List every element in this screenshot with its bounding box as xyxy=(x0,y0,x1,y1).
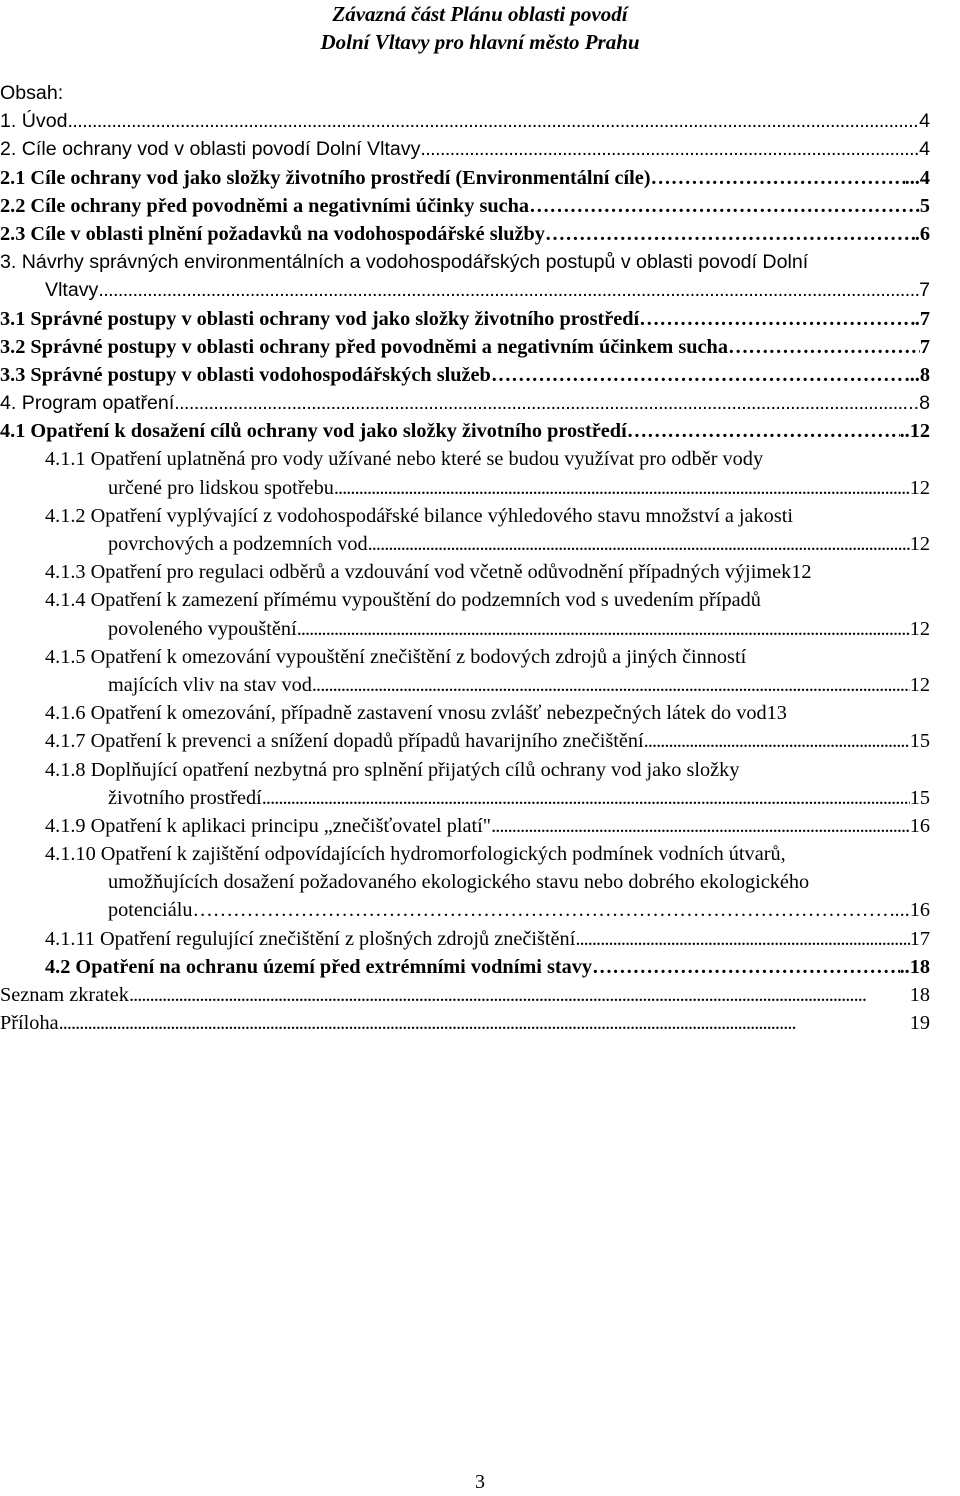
toc-item-3-text: 3. Návrhy správných environmentálních a vodohospodářských postupů v oblasti povodí Dolní xyxy=(0,251,809,274)
toc-item-4-2[interactable]: 4.2 Opatření na ochranu území před extrémními vodními stavy …………………………………………………………………………………………………………………… ..18 xyxy=(0,953,930,981)
toc-item-3-2[interactable]: 3.2 Správné postupy v oblasti ochrany před povodněmi a negativním účinkem sucha …………………………………………………………………………………………………………………… 7 xyxy=(0,333,930,361)
toc-item-4[interactable]: 4. Program opatření . . . ..8 xyxy=(0,389,930,417)
toc-item-4-1-8[interactable]: 4.1.8 Doplňující opatření nezbytná pro splnění přijatých cílů ochrany vod jako složky xyxy=(45,758,740,781)
toc-item-4-1-2-continuation[interactable]: povrchových a podzemních vod . . . 12 xyxy=(0,530,930,558)
toc-item-4-1-4[interactable]: 4.1.4 Opatření k zamezení přímému vypouštění do podzemních vod s uvedením případů xyxy=(45,589,761,612)
toc-heading: Obsah: xyxy=(0,82,64,104)
toc-item-4-1-10-continuation-2[interactable]: potenciálu …………………………………………………………………………………………………………………… ...16 xyxy=(0,896,930,924)
toc-item-4-1-6[interactable]: 4.1.6 Opatření k omezování, případně zastavení vnosu zvlášť nebezpečných látek do vod 13 xyxy=(45,702,787,725)
toc-item-2[interactable]: 2. Cíle ochrany vod v oblasti povodí Dolní Vltavy . . . 4 xyxy=(0,135,930,163)
toc-item-4-1-1-continuation[interactable]: určené pro lidskou spotřebu . . . 12 xyxy=(0,474,930,502)
toc-item-2-2[interactable]: 2.2 Cíle ochrany před povodněmi a negativními účinky sucha …………………………………………………………………………………………………………………… 5 xyxy=(0,192,930,220)
toc-item-seznam-zkratek[interactable]: Seznam zkratek . . . 18 xyxy=(0,981,930,1009)
toc-item-4-1[interactable]: 4.1 Opatření k dosažení cílů ochrany vod jako složky životního prostředí …………………………………………………………………………………………………………………… ..12 xyxy=(0,417,930,445)
page-number: 3 xyxy=(475,1471,485,1493)
toc-item-4-1-3[interactable]: 4.1.3 Opatření pro regulaci odběrů a vzdouvání vod včetně odůvodnění případných výjimek 12 xyxy=(45,561,812,584)
toc-item-3-1[interactable]: 3.1 Správné postupy v oblasti ochrany vod jako složky životního prostředí …………………………………………………………………………………………………………………… .7 xyxy=(0,305,930,333)
toc-item-uvod[interactable]: 1. Úvod . . . 4 xyxy=(0,107,930,135)
toc-item-priloha[interactable]: Příloha . . . 19 xyxy=(0,1009,930,1037)
toc-item-4-1-5[interactable]: 4.1.5 Opatření k omezování vypouštění znečištění z bodových zdrojů a jiných činností xyxy=(45,645,747,668)
toc-item-4-1-5-continuation[interactable]: majících vliv na stav vod . . . 12 xyxy=(0,671,930,699)
toc-item-4-1-11[interactable]: 4.1.11 Opatření regulující znečištění z plošných zdrojů znečištění . . . 17 xyxy=(0,925,930,953)
table-of-contents xyxy=(0,79,930,1037)
toc-item-4-1-4-continuation[interactable]: povoleného vypouštění . . . 12 xyxy=(0,615,930,643)
toc-item-4-1-7[interactable]: 4.1.7 Opatření k prevenci a snížení dopadů případů havarijního znečištění . . . 15 xyxy=(0,727,930,755)
toc-item-2-1[interactable]: 2.1 Cíle ochrany vod jako složky životního prostředí (Environmentální cíle) …………………………………………………………………………………………………………………… ...4 xyxy=(0,164,930,192)
toc-item-4-1-8-continuation[interactable]: životního prostředí . . . 15 xyxy=(0,784,930,812)
toc-item-4-1-10-continuation-1[interactable]: umožňujících dosažení požadovaného ekologického stavu nebo dobrého ekologického xyxy=(108,871,810,894)
toc-item-3-continuation[interactable]: Vltavy . . . 7 xyxy=(0,276,930,304)
toc-item-4-1-2[interactable]: 4.1.2 Opatření vyplývající z vodohospodářské bilance výhledového stavu množství a jakosti xyxy=(45,504,793,527)
document-title-line-1: Závazná část Plánu oblasti povodí xyxy=(332,2,628,26)
toc-item-4-1-10[interactable]: 4.1.10 Opatření k zajištění odpovídajících hydromorfologických podmínek vodních útvarů, xyxy=(45,843,786,866)
document-title-line-2: Dolní Vltavy pro hlavní město Prahu xyxy=(320,30,640,54)
toc-item-3-3[interactable]: 3.3 Správné postupy v oblasti vodohospodářských služeb …………………………………………………………………………………………………………………… ...8 xyxy=(0,361,930,389)
toc-item-4-1-1[interactable]: 4.1.1 Opatření uplatněná pro vody užívané nebo které se budou využívat pro odběr vody xyxy=(45,448,764,471)
toc-item-2-3[interactable]: 2.3 Cíle v oblasti plnění požadavků na vodohospodářské služby …………………………………………………………………………………………………………………… .6 xyxy=(0,220,930,248)
toc-item-4-1-9[interactable]: 4.1.9 Opatření k aplikaci principu „znečišťovatel platí" . . . 16 xyxy=(0,812,930,840)
toc-item-3[interactable] xyxy=(0,248,930,276)
